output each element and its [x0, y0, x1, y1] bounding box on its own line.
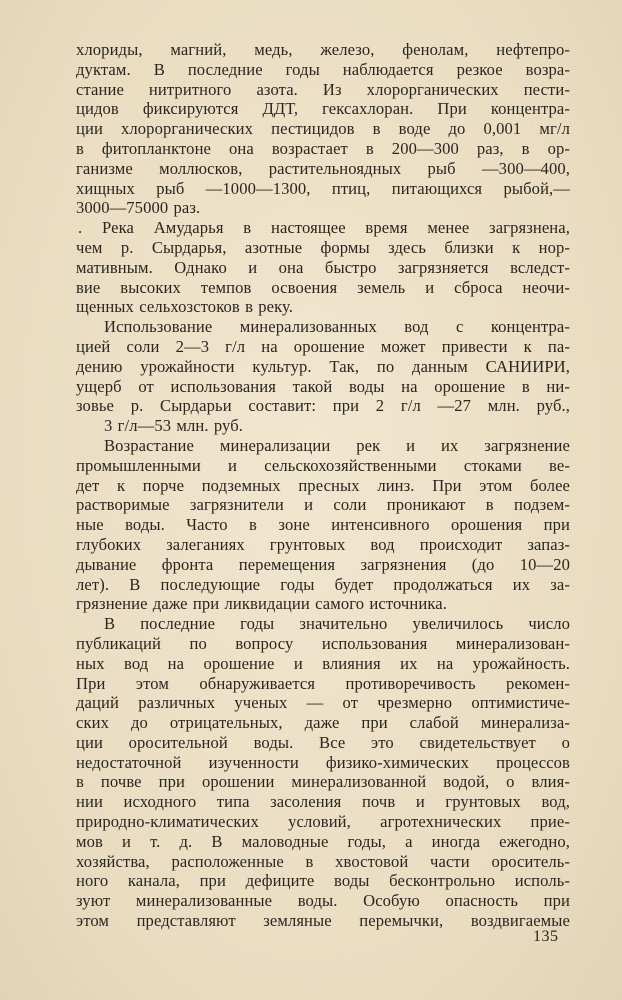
text-line: дывание фронта перемещения загрязнения (до 10—20	[76, 554, 570, 574]
text-line: вие высоких темпов освоения земель и сброса неочи-	[76, 277, 570, 297]
text-line: ских до отрицательных, даже при слабой минерализа-	[76, 713, 570, 733]
text-line: ущерб от использования такой воды на орошение в ни-	[76, 376, 570, 396]
text-line: природно-климатических условий, агротехнических прие-	[76, 812, 570, 832]
text-line: в почве при орошении минерализованной водой, о влия-	[76, 772, 570, 792]
body-text	[76, 40, 570, 931]
text-line: публикаций по вопросу использования минерализован-	[76, 633, 570, 653]
text-line: дению урожайности культур. Так, по данным САНИИРИ,	[76, 356, 570, 376]
text-line: мов и т. д. В маловодные годы, а иногда ежегодно,	[76, 831, 570, 851]
text-line: в фитопланктоне она возрастает в 200—300 раз, в ор-	[76, 138, 570, 158]
text-line: стание нитритного азота. Из хлорорганических пести-	[76, 79, 570, 99]
text-line: зовье р. Сырдарьи составит: при 2 г/л —27 млн. руб.,	[76, 396, 570, 416]
text-line: хозяйства, расположенные в хвостовой части ороситель-	[76, 851, 570, 871]
text-line: Возрастание минерализации рек и их загрязнение	[104, 435, 570, 455]
text-line: ных вод на орошение и влияния их на урожайность.	[76, 653, 570, 673]
text-line: В последние годы значительно увеличилось число	[104, 614, 570, 634]
text-line: При этом обнаруживается противоречивость рекомен-	[76, 673, 570, 693]
text-line: нии исходного типа засоления почв и грунтовых вод,	[76, 792, 570, 812]
text-line: недостаточной изученности физико-химических процессов	[76, 752, 570, 772]
text-line: глубоких залеганиях грунтовых вод происходит запаз-	[76, 534, 570, 554]
text-line: . Река Амударья в настоящее время менее загрязнена,	[78, 218, 570, 238]
text-line: дуктам. В последние годы наблюдается резкое возра-	[76, 59, 570, 79]
text-line: 3 г/л—53 млн. руб.	[104, 416, 243, 436]
text-line: хищных рыб —1000—1300, птиц, питающихся рыбой,—	[76, 178, 570, 198]
text-line: чем р. Сырдарья, азотные формы здесь близки к нор-	[76, 237, 570, 257]
text-line: Использование минерализованных вод с концентра-	[104, 317, 570, 337]
text-line: ганизме моллюсков, растительноядных рыб —300—400,	[76, 158, 570, 178]
text-line: ции оросительной воды. Все это свидетельствует о	[76, 732, 570, 752]
text-line: хлориды, магний, медь, железо, фенолам, нефтепро-	[76, 40, 570, 59]
text-line: промышленными и сельскохозяйственными стоками ве-	[76, 455, 570, 475]
text-line: растворимые загрязнители и соли проникают в подзем-	[76, 495, 570, 515]
text-line: ного канала, при дефиците воды бесконтрольно исполь-	[76, 871, 570, 891]
page-number: 135	[533, 928, 559, 945]
text-line: дет к порче подземных пресных линз. При этом более	[76, 475, 570, 495]
text-line: мативным. Однако и она быстро загрязняется вследст-	[76, 257, 570, 277]
text-line: цией соли 2—3 г/л на орошение может привести к па-	[76, 336, 570, 356]
text-line: цидов фиксируются ДДТ, гексахлоран. При концентра-	[76, 99, 570, 119]
text-line: зуют минерализованные воды. Особую опасность при	[76, 891, 570, 911]
text-line: лет). В последующие годы будет продолжаться их за-	[76, 574, 570, 594]
text-line: 3000—75000 раз.	[76, 198, 201, 218]
text-line: ные воды. Часто в зоне интенсивного орошения при	[76, 515, 570, 535]
text-line: этом представляют земляные перемычки, воздвигаемые	[76, 911, 570, 931]
text-line: щенных сельхозстоков в реку.	[76, 297, 294, 317]
text-line: грязнение даже при ликвидации самого источника.	[76, 594, 447, 614]
text-line: даций различных ученых — от чрезмерно оптимистиче-	[76, 693, 570, 713]
text-line: ции хлорорганических пестицидов в воде до 0,001 мг/л	[76, 119, 570, 139]
